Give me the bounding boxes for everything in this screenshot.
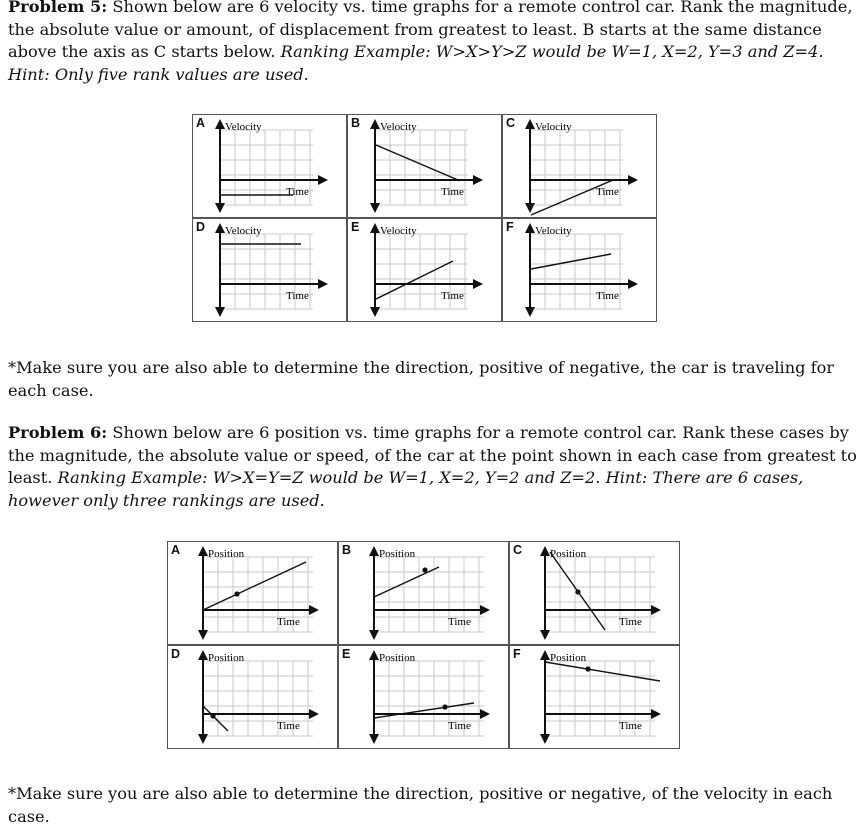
graph-letter: B	[351, 116, 361, 130]
graph-line	[545, 662, 660, 681]
problem-6-note: *Make sure you are also able to determine the direction, positive or negative, of the velocity in each case.	[8, 784, 833, 826]
graph-plot	[168, 542, 337, 644]
problem-5-label: Problem 5:	[8, 0, 108, 16]
graph-point	[210, 713, 215, 718]
x-axis-label: Time	[619, 720, 642, 732]
graph-line	[531, 254, 611, 269]
graph-e	[338, 645, 509, 749]
y-axis-label: Velocity	[225, 225, 262, 237]
graph-plot	[503, 115, 656, 217]
problem-5-example: Ranking Example: W>X>Y>Z would be W=1, X=2, Y=3 and Z=4. Hint: Only five rank values are used.	[8, 42, 824, 84]
y-axis-label: Position	[208, 548, 245, 560]
problem-5-body: Shown below are 6 velocity vs. time graphs for a remote control car. Rank the magnitude, the absolute value or amount, of displacement from greatest to least. B starts at the same distance above the axis as C starts below.	[8, 0, 853, 61]
graph-point	[422, 567, 427, 572]
x-axis-label: Time	[441, 186, 464, 198]
graph-c	[509, 541, 680, 645]
graph-letter: F	[513, 647, 521, 661]
graph-b	[347, 114, 502, 218]
x-axis-label: Time	[286, 186, 309, 198]
graph-plot	[510, 646, 679, 748]
graph-letter: F	[506, 220, 514, 234]
y-axis-label: Position	[550, 652, 587, 664]
graph-plot	[193, 115, 346, 217]
graph-a	[167, 541, 338, 645]
graph-letter: D	[171, 647, 181, 661]
y-axis-label: Position	[379, 548, 416, 560]
x-axis-label: Time	[448, 720, 471, 732]
graph-letter: C	[506, 116, 516, 130]
graph-f	[509, 645, 680, 749]
y-axis-label: Velocity	[225, 121, 262, 133]
x-axis-label: Time	[286, 290, 309, 302]
graph-letter: A	[196, 116, 206, 130]
y-axis-label: Velocity	[535, 121, 572, 133]
graph-letter: B	[342, 543, 352, 557]
x-axis-label: Time	[596, 186, 619, 198]
graph-letter: A	[171, 543, 181, 557]
graph-plot	[503, 219, 656, 321]
graph-plot	[339, 542, 508, 644]
graph-letter: E	[342, 647, 351, 661]
graph-d	[192, 218, 347, 322]
y-axis-label: Position	[550, 548, 587, 560]
x-axis-label: Time	[277, 616, 300, 628]
y-axis-label: Position	[379, 652, 416, 664]
x-axis-label: Time	[619, 616, 642, 628]
x-axis-label: Time	[448, 616, 471, 628]
y-axis-label: Velocity	[380, 121, 417, 133]
y-axis-label: Velocity	[380, 225, 417, 237]
graph-letter: E	[351, 220, 360, 234]
graph-b	[338, 541, 509, 645]
problem-6-text	[8, 422, 860, 512]
graph-plot	[510, 542, 679, 644]
graph-line	[203, 706, 228, 731]
graph-a	[192, 114, 347, 218]
problem-5-text	[8, 0, 860, 86]
graph-plot	[348, 219, 501, 321]
graph-c	[502, 114, 657, 218]
graph-plot	[339, 646, 508, 748]
y-axis-label: Position	[208, 652, 245, 664]
x-axis-label: Time	[441, 290, 464, 302]
graph-point	[575, 589, 580, 594]
problem-6-body: Shown below are 6 position vs. time graphs for a remote control car. Rank these cases by the magnitude, the absolute value or speed, of the car at the point shown in each case from greatest to least.	[8, 423, 857, 487]
problem-6-label: Problem 6:	[8, 423, 108, 442]
graph-plot	[193, 219, 346, 321]
y-axis-label: Velocity	[535, 225, 572, 237]
x-axis-label: Time	[596, 290, 619, 302]
graph-e	[347, 218, 502, 322]
problem-5-note: *Make sure you are also able to determine the direction, positive of negative, the car is traveling for each case.	[8, 358, 835, 400]
graph-letter: C	[513, 543, 523, 557]
graph-d	[167, 645, 338, 749]
graph-plot	[168, 646, 337, 748]
graph-point	[442, 704, 447, 709]
graph-f	[502, 218, 657, 322]
problem-6-example: Ranking Example: W>X=Y=Z would be W=1, X=2, Y=2 and Z=2. Hint: There are 6 cases, however only three rankings are used.	[8, 468, 804, 510]
x-axis-label: Time	[277, 720, 300, 732]
graph-plot	[348, 115, 501, 217]
graph-point	[234, 591, 239, 596]
graph-letter: D	[196, 220, 206, 234]
graph-point	[585, 666, 590, 671]
